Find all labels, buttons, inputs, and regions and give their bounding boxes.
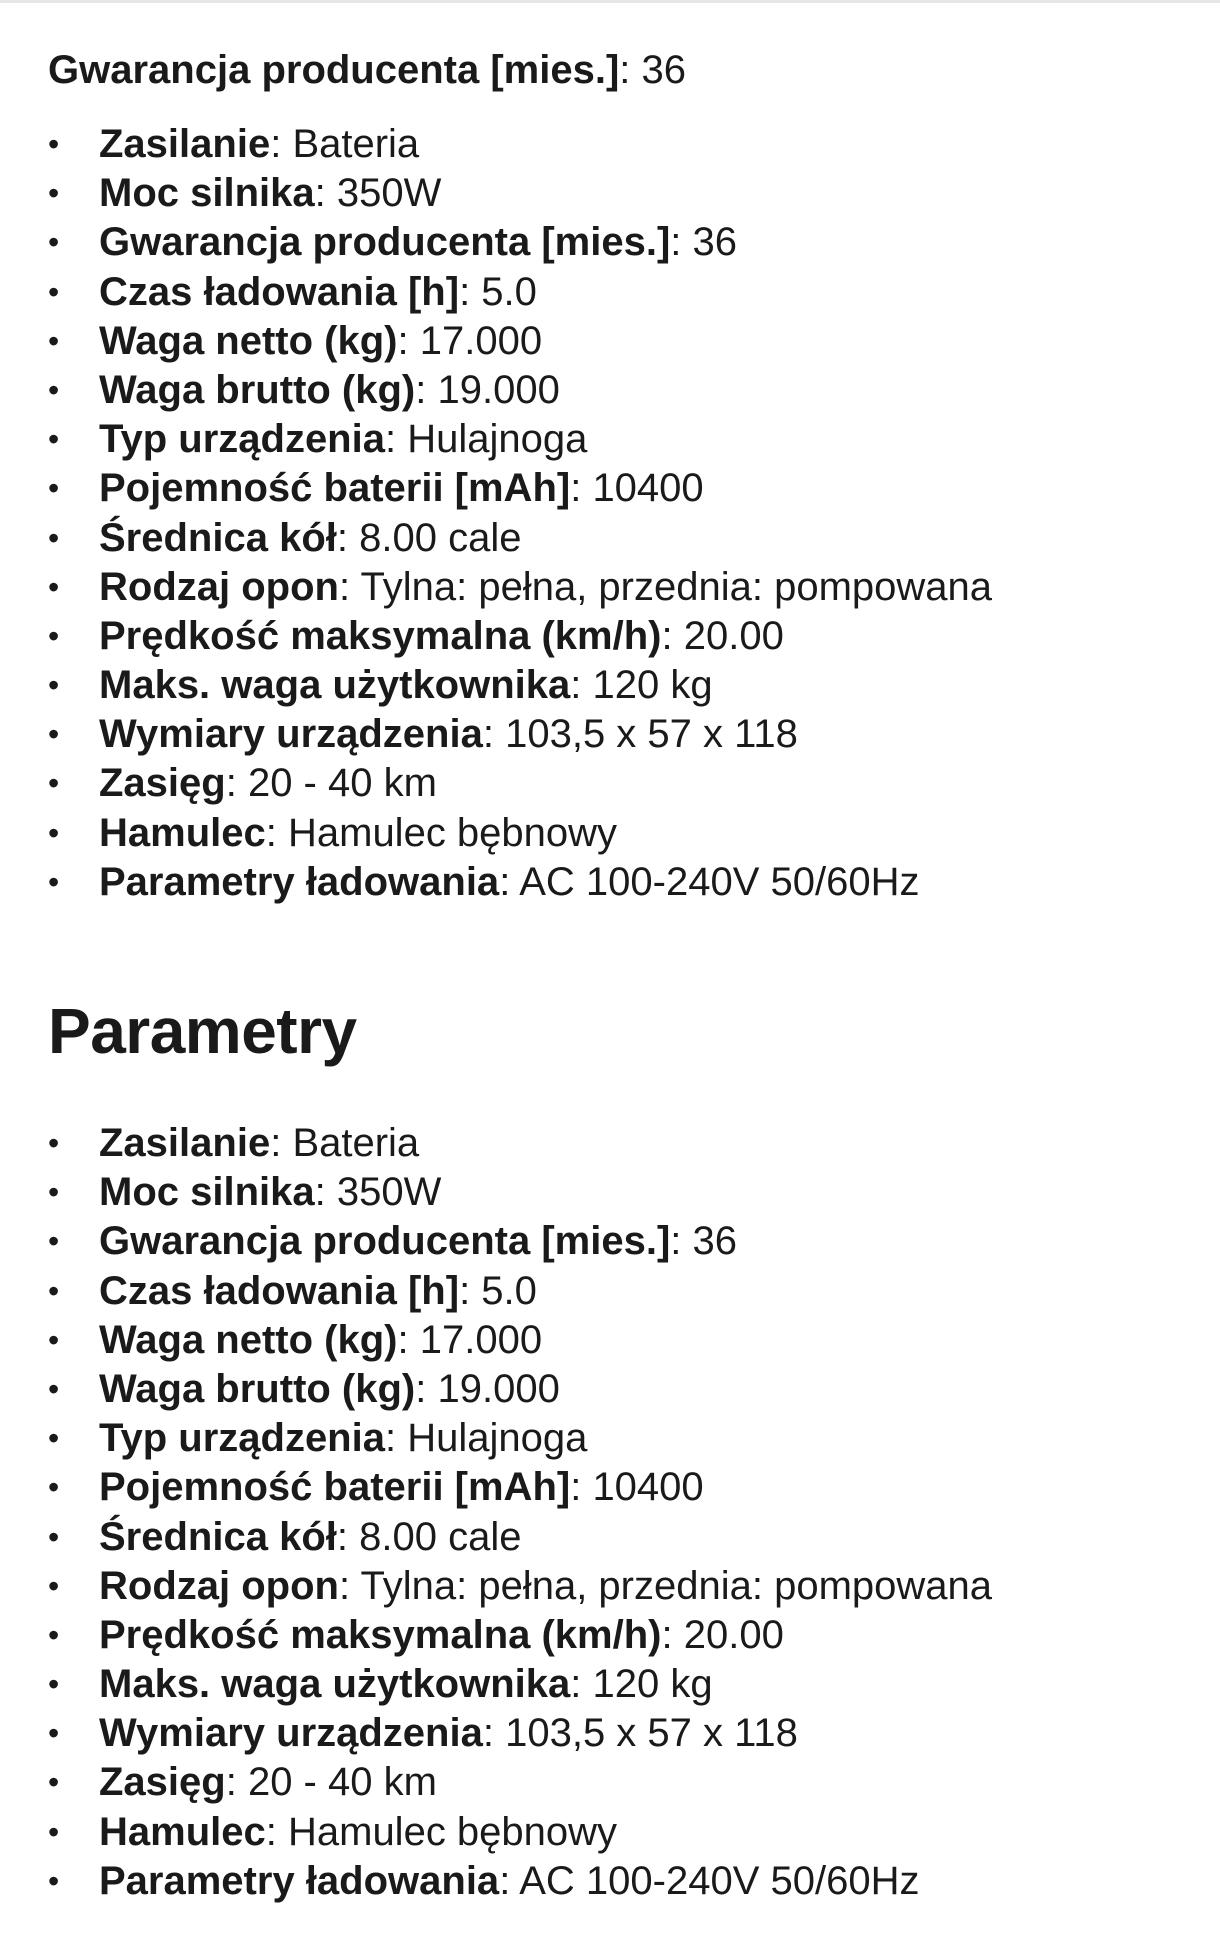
spec-list-one [48, 120, 1198, 907]
bullet-icon: • [48, 568, 60, 605]
bullet-icon: • [48, 1420, 60, 1457]
bullet-icon: • [48, 716, 60, 753]
list-item [48, 1414, 1198, 1463]
spec-key: Maks. waga użytkownika [99, 663, 571, 708]
spec-separator: : [336, 1514, 360, 1559]
spec-value: 19.000 [437, 367, 560, 412]
spec-value: 19.000 [437, 1366, 560, 1411]
spec-key: Średnica kół [99, 515, 337, 560]
list-item [48, 317, 1198, 366]
list-item [48, 1611, 1198, 1660]
spec-separator: : [384, 1416, 408, 1461]
list-item [48, 120, 1198, 169]
spec-key: Waga brutto (kg) [99, 1366, 416, 1411]
bullet-icon: • [48, 1223, 60, 1260]
list-item [48, 1709, 1198, 1758]
spec-value: Hamulec bębnowy [287, 810, 618, 855]
bullet-icon: • [48, 126, 60, 162]
spec-value: Hamulec bębnowy [287, 1809, 618, 1854]
bullet-icon: • [48, 1715, 60, 1752]
spec-separator: : [499, 1858, 520, 1903]
spec-separator: : [482, 1711, 506, 1756]
spec-separator: : [314, 171, 337, 216]
list-item [48, 218, 1198, 267]
spec-key: Moc silnika [99, 171, 315, 216]
spec-key: Typ urządzenia [99, 1416, 385, 1461]
spec-separator: : [265, 810, 288, 855]
spec-separator: : [338, 1563, 361, 1608]
product-description [48, 44, 1198, 1906]
bullet-icon: • [48, 765, 60, 802]
list-item [48, 1660, 1198, 1709]
spec-key: Zasięg [99, 1760, 226, 1805]
spec-separator: : [570, 466, 593, 511]
spec-key: Waga brutto (kg) [99, 367, 416, 412]
spec-key: Waga netto (kg) [99, 318, 398, 363]
list-item [48, 661, 1198, 710]
list-item [48, 1316, 1198, 1365]
spec-separator: : [661, 1612, 684, 1657]
bullet-icon: • [48, 667, 60, 704]
bullet-icon: • [48, 863, 60, 900]
spec-key: Zasilanie [99, 1121, 271, 1165]
spec-key: Czas ładowania [h] [99, 1268, 460, 1313]
spec-key: Moc silnika [99, 1170, 315, 1215]
spec-value: 20 - 40 km [247, 1760, 437, 1805]
bullet-icon: • [48, 1272, 60, 1309]
spec-separator: : [336, 515, 360, 560]
spec-key: Pojemność baterii [mAh] [99, 466, 571, 511]
spec-key: Pojemność baterii [mAh] [99, 1465, 571, 1510]
list-item [48, 809, 1198, 858]
list-item [48, 464, 1198, 513]
spec-list-two [48, 1119, 1198, 1906]
spec-separator: : [459, 269, 482, 314]
spec-separator: : [415, 367, 438, 412]
bullet-icon: • [48, 470, 60, 507]
list-item [48, 366, 1198, 415]
spec-key: Typ urządzenia [99, 417, 385, 462]
spec-value: 10400 [592, 466, 704, 511]
spec-separator: : [314, 1170, 337, 1215]
warranty-separator: : [619, 48, 642, 92]
bullet-icon: • [48, 1813, 60, 1850]
spec-key: Hamulec [99, 1809, 266, 1854]
bullet-icon: • [48, 322, 60, 359]
warranty-value: 36 [641, 48, 687, 92]
warranty-line [48, 44, 1198, 96]
spec-key: Waga netto (kg) [99, 1317, 398, 1362]
spec-key: Średnica kół [99, 1514, 337, 1559]
spec-value: 120 kg [592, 663, 713, 708]
bullet-icon: • [48, 1616, 60, 1653]
spec-separator: : [482, 712, 506, 757]
spec-value: 8.00 cale [359, 515, 522, 560]
spec-key: Zasięg [99, 761, 226, 806]
spec-separator: : [397, 318, 420, 363]
spec-value: 5.0 [481, 269, 537, 314]
bullet-icon: • [48, 1469, 60, 1506]
spec-key: Prędkość maksymalna (km/h) [99, 613, 662, 658]
spec-key: Czas ładowania [h] [99, 269, 460, 314]
spec-key: Hamulec [99, 810, 266, 855]
list-item [48, 415, 1198, 464]
list-item [48, 1808, 1198, 1857]
bullet-icon: • [48, 1174, 60, 1211]
spec-value: 17.000 [419, 1317, 543, 1362]
spec-value: 20.00 [683, 1612, 784, 1657]
spec-separator: : [270, 1121, 293, 1165]
bullet-icon: • [48, 421, 60, 458]
spec-key: Prędkość maksymalna (km/h) [99, 1612, 662, 1657]
bullet-icon: • [48, 617, 60, 654]
list-item [48, 1562, 1198, 1611]
spec-separator: : [397, 1317, 420, 1362]
spec-separator: : [570, 1465, 593, 1510]
spec-key: Parametry ładowania [99, 1858, 500, 1903]
spec-separator: : [270, 122, 293, 166]
bullet-icon: • [48, 519, 60, 556]
spec-separator: : [570, 1662, 593, 1707]
section-title: Parametry [48, 995, 357, 1067]
list-item [48, 1217, 1198, 1266]
list-item [48, 1119, 1198, 1168]
spec-value: AC 100-240V 50/60Hz [519, 859, 920, 904]
spec-value: 17.000 [419, 318, 543, 363]
spec-value: 20 - 40 km [247, 761, 437, 806]
spec-value: Bateria [292, 122, 420, 166]
list-item [48, 1365, 1198, 1414]
bullet-icon: • [48, 814, 60, 851]
spec-value: 36 [692, 1219, 738, 1264]
spec-separator: : [225, 1760, 248, 1805]
spec-key: Gwarancja producenta [mies.] [99, 220, 671, 265]
spec-value: 103,5 x 57 x 118 [505, 712, 798, 757]
spec-key: Parametry ładowania [99, 859, 500, 904]
list-item [48, 1758, 1198, 1807]
spec-key: Wymiary urządzenia [99, 1711, 483, 1756]
list-item [48, 1168, 1198, 1217]
bullet-icon: • [48, 1125, 60, 1161]
bullet-icon: • [48, 371, 60, 408]
spec-value: 20.00 [683, 613, 784, 658]
list-item [48, 1513, 1198, 1562]
spec-value: Hulajnoga [407, 1416, 588, 1461]
list-item [48, 612, 1198, 661]
spec-key: Rodzaj opon [99, 1563, 339, 1608]
spec-separator: : [225, 761, 248, 806]
spec-separator: : [265, 1809, 288, 1854]
bullet-icon: • [48, 1764, 60, 1801]
spec-key: Wymiary urządzenia [99, 712, 483, 757]
spec-separator: : [670, 220, 693, 265]
spec-separator: : [570, 663, 593, 708]
spec-value: 5.0 [481, 1268, 537, 1313]
spec-value: 120 kg [592, 1662, 713, 1707]
bullet-icon: • [48, 1666, 60, 1703]
spec-value: 10400 [592, 1465, 704, 1510]
spec-key: Rodzaj opon [99, 564, 339, 609]
spec-key: Zasilanie [99, 122, 271, 166]
bullet-icon: • [48, 1518, 60, 1555]
spec-value: Bateria [292, 1121, 420, 1165]
warranty-key: Gwarancja producenta [mies.] [48, 48, 620, 92]
bullet-icon: • [48, 224, 60, 261]
list-item [48, 1463, 1198, 1512]
spec-separator: : [661, 613, 684, 658]
spec-value: Tylna: pełna, przednia: pompowana [360, 564, 993, 609]
spec-separator: : [670, 1219, 693, 1264]
list-item [48, 858, 1198, 907]
bullet-icon: • [48, 1370, 60, 1407]
list-item [48, 759, 1198, 808]
spec-separator: : [384, 417, 408, 462]
list-item [48, 710, 1198, 759]
top-divider [0, 0, 1220, 3]
spec-value: 103,5 x 57 x 118 [505, 1711, 798, 1756]
spec-separator: : [338, 564, 361, 609]
list-item [48, 268, 1198, 317]
spec-value: Hulajnoga [407, 417, 588, 462]
spec-value: 350W [336, 1170, 442, 1215]
spec-key: Gwarancja producenta [mies.] [99, 1219, 671, 1264]
list-item [48, 514, 1198, 563]
spec-value: 350W [336, 171, 442, 216]
list-item [48, 563, 1198, 612]
list-item [48, 1267, 1198, 1316]
bullet-icon: • [48, 175, 60, 212]
list-item [48, 169, 1198, 218]
spec-value: 8.00 cale [359, 1514, 522, 1559]
spec-value: AC 100-240V 50/60Hz [519, 1858, 920, 1903]
bullet-icon: • [48, 273, 60, 310]
spec-value: Tylna: pełna, przednia: pompowana [360, 1563, 993, 1608]
spec-separator: : [415, 1366, 438, 1411]
list-item [48, 1857, 1198, 1906]
bullet-icon: • [48, 1862, 60, 1899]
spec-value: 36 [692, 220, 738, 265]
bullet-icon: • [48, 1321, 60, 1358]
spec-separator: : [459, 1268, 482, 1313]
spec-separator: : [499, 859, 520, 904]
spec-key: Maks. waga użytkownika [99, 1662, 571, 1707]
bullet-icon: • [48, 1567, 60, 1604]
